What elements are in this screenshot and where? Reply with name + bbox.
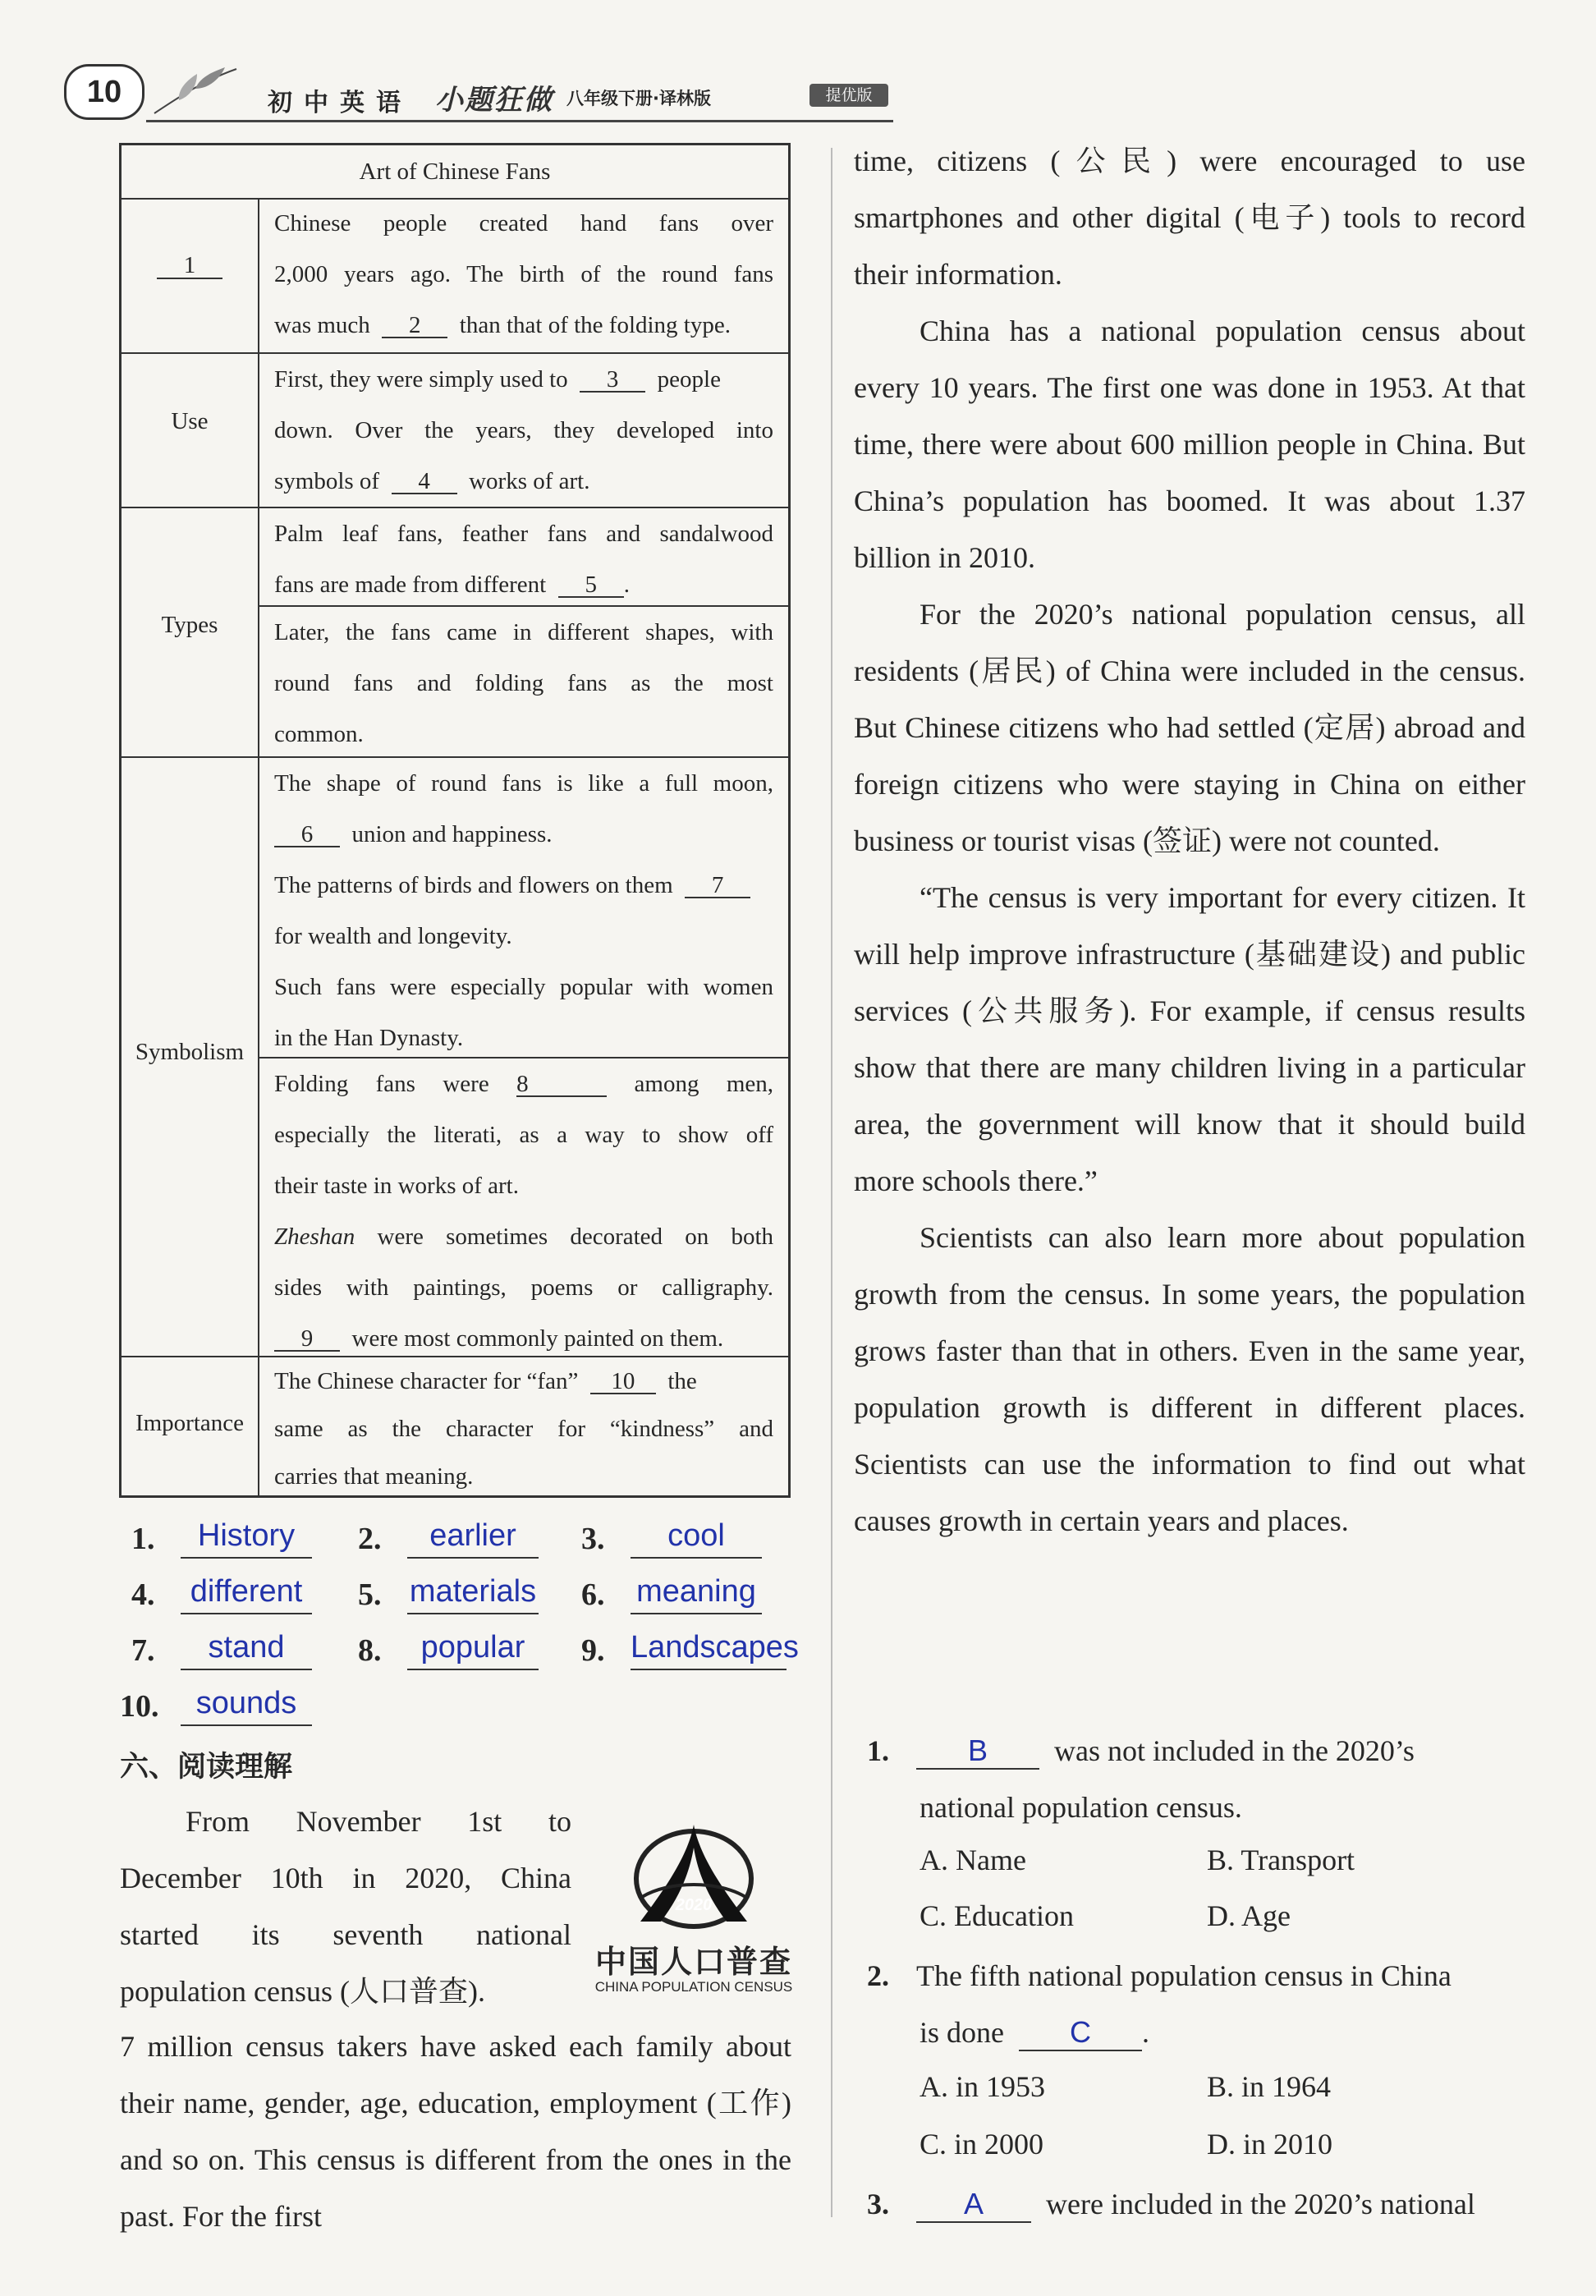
blank-5: 5 (558, 573, 624, 598)
census-logo (591, 1815, 796, 1995)
row-importance-text: The Chinese character for “fan” 10 the same as the character for “kindness” and carries that meaning. (274, 1368, 773, 1490)
question-3: 3. A were included in the 2020’s national (867, 2176, 1532, 2233)
q1-option-a[interactable]: A. Name (920, 1844, 1026, 1876)
row-symbolism-text-b: Folding fans were 8 among men, especially the literati, as a way to show off their taste in works of art. Zheshan were sometimes decorated on both sides with paintings, poems or calligraphy. 9 were most commonly painted on them. (274, 1071, 774, 1352)
logo-chinese-text: 中国人口普查 (594, 1944, 792, 1980)
page-number: 10 (64, 64, 144, 120)
blank-9: 9 (274, 1327, 340, 1352)
question-1: 1. B was not included in the 2020’s national population census. (867, 1733, 1415, 1824)
row-types-text-a: Palm leaf fans, feather fans and sandalwood fans are made from different 5 . (274, 521, 773, 598)
fans-table (119, 143, 791, 1498)
passage-right: time, citizens (公民) were encouraged to use smartphones and other digital (电子) tools to record their information. China has a national population census about every 10 years. The first one was done in 1953. At that time, there were about 600 million people in China. But China’s population has boomed. It was about 1.37 billion in 2010. For the 2020’s national population census, all residents (居民) of China were included in the census. But Chinese citizens who had settled (定居) abroad and foreign citizens who were staying in China on either business or tourist visas (签证) were not counted. “The census is very important for every citizen. It will help improve infrastructure (基础建设) and public services (公共服务). For example, if census results show that there are many children living in a particular area, the government will know that it should build more schools there.” Scientists can also learn more about population growth from the census. In some years, the population grows faster than that in others. Even in the same year, population growth is different in different places. Scientists can use the information to find out what causes growth in certain years and places. (854, 145, 1526, 1537)
row-types-text-b: Later, the fans came in different shapes, with round fans and folding fans as the most common. (274, 619, 773, 747)
q1-option-b[interactable]: B. Transport (1207, 1844, 1355, 1876)
answer-blank: B (916, 1733, 1039, 1770)
series-title: 初中英语 (268, 89, 412, 117)
leaf-decoration-icon (146, 64, 245, 122)
column-gutter (831, 148, 832, 2217)
svg-text:2020: 2020 (675, 1896, 713, 1914)
row-label-use: Use (171, 408, 209, 434)
blank-2: 2 (382, 314, 447, 338)
q2-option-a[interactable]: A. in 1953 (920, 2070, 1045, 2103)
row-use-text: First, they were simply used to 3 people down. Over the years, they developed into symbols of 4 works of art. (274, 366, 773, 494)
census-emblem-icon (591, 1815, 796, 1938)
q1-option-d[interactable]: D. Age (1207, 1899, 1291, 1932)
passage-left-top: From November 1st to December 10th in 2020, China started its seventh national population census (人口普查). (120, 1805, 571, 2008)
row-symbolism-text-a: The shape of round fans is like a full moon, 6 union and happiness. The patterns of birds and flowers on them 7 for wealth and longevity. Such fans were especially popular with women in the Han Dynasty. (274, 770, 773, 1051)
grade-label: 八年级下册·译林版 (566, 89, 711, 108)
row-label-importance: Importance (135, 1410, 245, 1436)
q2-option-b[interactable]: B. in 1964 (1207, 2070, 1332, 2103)
row-label-symbolism: Symbolism (135, 1039, 245, 1065)
header-rule (146, 120, 893, 122)
answer-blank: A (916, 2187, 1031, 2223)
q2-option-c[interactable]: C. in 2000 (920, 2128, 1044, 2161)
row-label-types: Types (161, 612, 218, 638)
q2-option-d[interactable]: D. in 2010 (1207, 2128, 1332, 2161)
table-column-divider (258, 198, 259, 1495)
blank-4: 4 (392, 470, 457, 494)
brand-title: 小题狂做 (435, 84, 553, 117)
edition-badge: 提优版 (809, 84, 888, 107)
row-origin-text: Chinese people created hand fans over 2,000 years ago. The birth of the round fans was much 2 than that of the folding type. (274, 210, 773, 338)
answer-blank: C (1019, 2015, 1142, 2051)
blank-8: 8 (516, 1072, 607, 1097)
table-title: Art of Chinese Fans (122, 145, 788, 200)
page: 10 初中英语 小题狂做 八年级下册·译林版 提优版 Art of Chinese Fans 1 Chinese people created hand fans over 2,000 years ago. The birth of the round fans was much 2 than that of the folding type. Use First, they were simply used to 3 people down. Over the years, they developed into symbols of 4 works of art. Types Palm leaf fans, feather fans and sandalwood fans are made from different 5 . Later, the fans came in different shapes, with round fans and folding fans as the most common. Symbolism The shape of round fans is like a full moon, 6 union and happiness. The patterns of birds and flowers on them 7 for wealth and longevity. Such fans were especially popular with women in the Han Dynasty. Folding fans were 8 among men, especially the literati, as a way to show off their taste in works of art. Zheshan were sometimes decorated on both sides with paintings, poems or calligraphy. 9 were most commonly painted on them. Importance The Chinese character for “fan” 10 the same as the character for “kindness” and carries that meaning. 1. History 2. earlier 3. cool 4. different 5. materials 6. meaning 7. stand 8. popular 9. Landscapes 10. sounds 六、阅读理解 From November 1st to December 10th in 2020, China started its seventh national population census (人口普查). 7 million census takers have asked each family about their name, gender, age, education, employment (工作) and so on. This census is different from the ones in the past. For the first 2020 中国人口普查 CHINA POPULATION CENSUS time, citizens (公民) were encouraged to use smartphones and other digital (电子) tools to record their information. China has a national population census about every 10 years. The first one was done in 1953. At that time, there were about 600 million people in China. But China’s population has boomed. It was about 1.37 billion in 2010. For the 2020’s national population census, all residents (居民) of China were included in the census. But Chinese citizens who had settled (定居) abroad and foreign citizens who were staying in China on either business or tourist visas (签证) were not counted. “The census is very important for every citizen. It will help improve infrastructure (基础建设) and public services (公共服务). For example, if census results show that there are many children living in a particular area, the government will know that it should build more schools there.” Scientists can also learn more about population growth from the census. In some years, the population grows faster than that in others. Even in the same year, population growth is different in different places. Scientists can use the information to find out what causes growth in certain years and places. 1. B was not included in the 2020’s national population census. A. Name B. Transport C. Education D. Age 2. The fifth national population census in China is done C . A. in 1953 B. in 1964 C. in 2000 D. in 2010 3. A were included in the 2020’s national (0, 0, 1596, 2296)
page-header (64, 64, 873, 130)
blank-10: 10 (590, 1370, 656, 1394)
blank-3: 3 (580, 368, 645, 393)
logo-english-text: CHINA POPULATION CENSUS (594, 1979, 793, 1995)
row-label-1: 1 (122, 252, 258, 279)
passage-left-rest: 7 million census takers have asked each family about their name, gender, age, education, employment (工作) and so on. This census is different from the ones in the past. For the first (120, 2030, 791, 2233)
question-2: 2. The fifth national population census in China is done C . (867, 1948, 1532, 2061)
blank-6: 6 (274, 823, 340, 847)
q1-option-c[interactable]: C. Education (920, 1899, 1074, 1932)
section-title: 六、阅读理解 (120, 1751, 293, 1784)
blank-7: 7 (685, 874, 750, 898)
